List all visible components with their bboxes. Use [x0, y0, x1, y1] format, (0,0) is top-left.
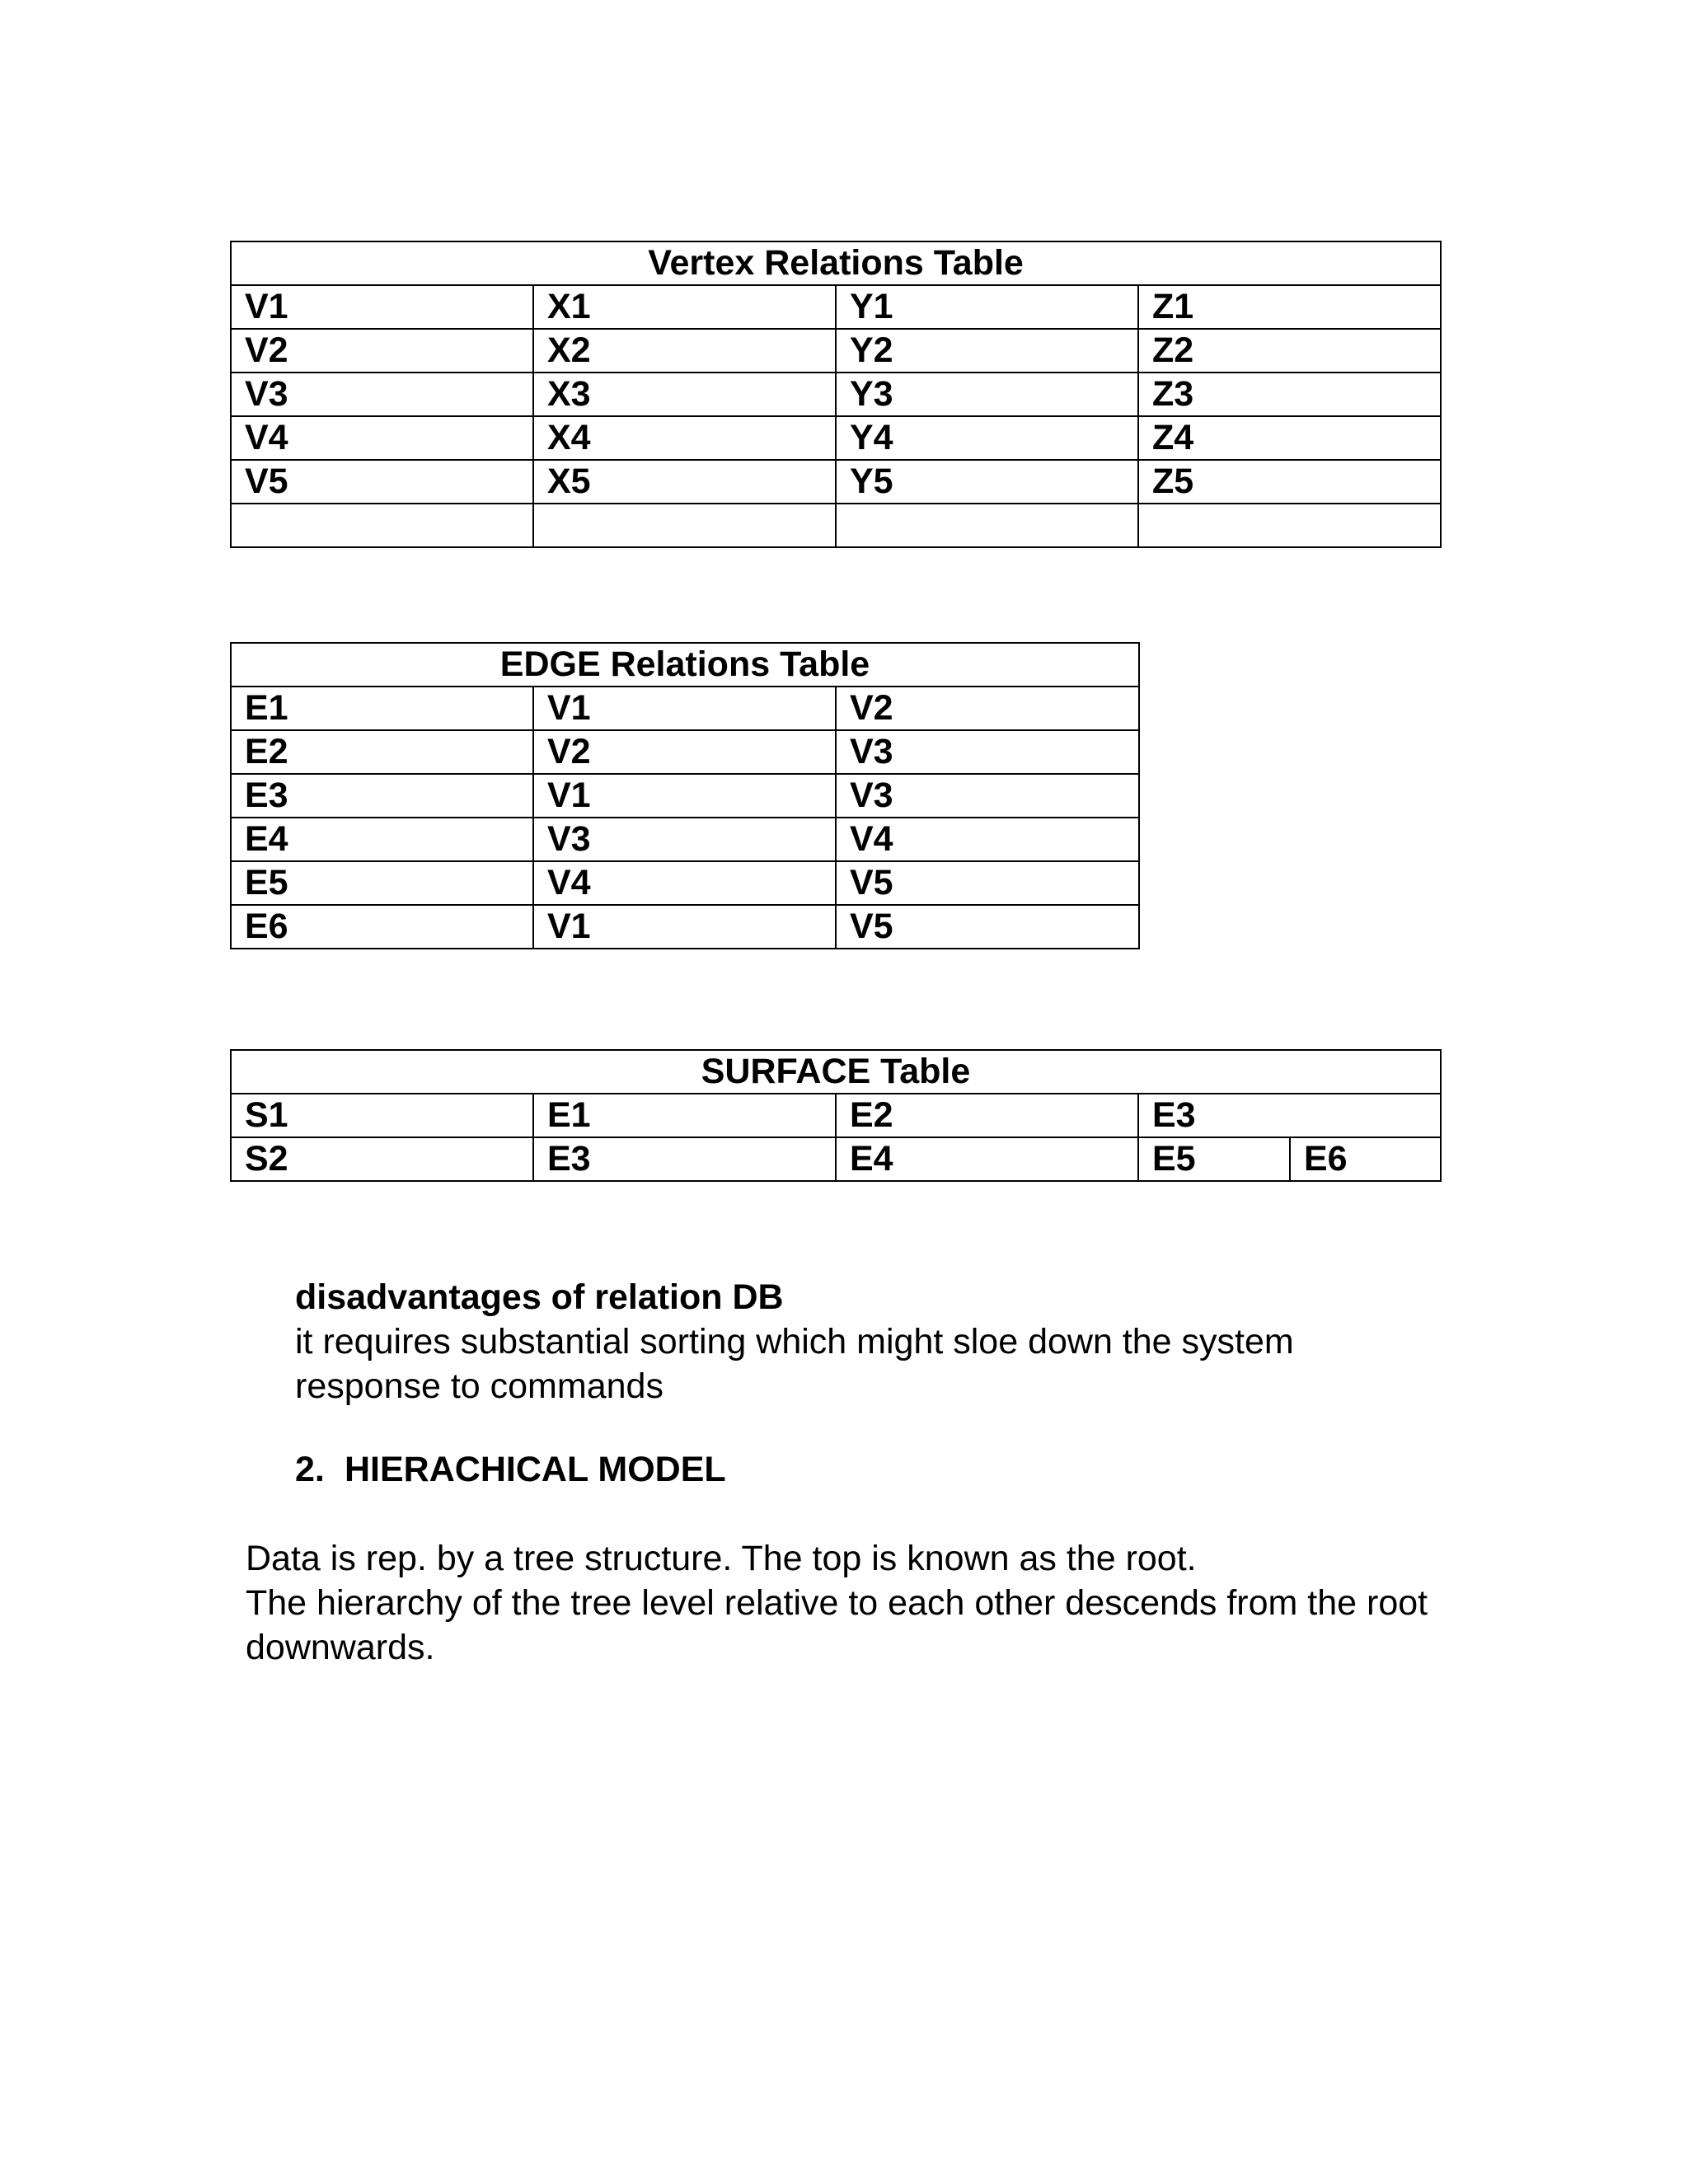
table-row	[231, 285, 1441, 329]
table-cell	[1138, 504, 1441, 547]
table-cell: Y3	[836, 373, 1138, 416]
table-cell: V4	[231, 416, 533, 460]
table-cell	[836, 504, 1138, 547]
table-cell: E2	[231, 730, 533, 774]
table-cell: V1	[533, 905, 836, 949]
table-cell: V5	[836, 905, 1139, 949]
table-cell: Z3	[1138, 373, 1441, 416]
table-cell: E5	[231, 861, 533, 905]
table-title-row	[231, 643, 1139, 687]
table-row	[231, 460, 1441, 504]
table-cell: X3	[533, 373, 836, 416]
edge-relations-table	[230, 642, 1140, 949]
table-cell: X2	[533, 329, 836, 373]
table-cell: E3	[1138, 1094, 1441, 1137]
vertex-relations-table	[230, 241, 1442, 548]
section-title: HIERACHICAL MODEL	[345, 1450, 726, 1489]
table-cell: V4	[836, 818, 1139, 861]
table-cell: E2	[836, 1094, 1138, 1137]
table-cell: E1	[231, 687, 533, 730]
table-row	[231, 687, 1139, 730]
table-cell: E3	[231, 774, 533, 818]
table-row	[231, 905, 1139, 949]
table-cell: V5	[231, 460, 533, 504]
section-number: 2.	[295, 1450, 325, 1489]
table-cell: V3	[533, 818, 836, 861]
table-cell: Y2	[836, 329, 1138, 373]
table-cell	[533, 504, 836, 547]
table-cell: X1	[533, 285, 836, 329]
table-cell: V3	[231, 373, 533, 416]
table-row	[231, 1137, 1441, 1181]
table-cell: E3	[533, 1137, 836, 1181]
table-row	[231, 1094, 1441, 1137]
table-cell: V3	[836, 774, 1139, 818]
table-row	[231, 730, 1139, 774]
table-cell: V1	[533, 687, 836, 730]
table-cell: E6	[1290, 1137, 1441, 1181]
table-cell: Z4	[1138, 416, 1441, 460]
table-cell: V4	[533, 861, 836, 905]
table-cell: V2	[836, 687, 1139, 730]
table-title: Vertex Relations Table	[231, 241, 1441, 285]
disadvantages-heading: disadvantages of relation DB	[295, 1277, 784, 1317]
table-cell: S2	[231, 1137, 533, 1181]
table-cell: E4	[231, 818, 533, 861]
table-cell: Z2	[1138, 329, 1441, 373]
table-cell: E4	[836, 1137, 1138, 1181]
table-row	[231, 504, 1441, 547]
table-title-row	[231, 241, 1441, 285]
table-row	[231, 373, 1441, 416]
paragraph-line: The hierarchy of the tree level relative to each other descends from the root downwards.	[246, 1583, 1428, 1667]
table-row	[231, 774, 1139, 818]
table-cell	[231, 504, 533, 547]
table-row	[231, 818, 1139, 861]
hierarchical-model-paragraph	[246, 1536, 1482, 1670]
table-row	[231, 416, 1441, 460]
table-cell: Y4	[836, 416, 1138, 460]
table-title: SURFACE Table	[231, 1050, 1441, 1094]
disadvantages-body: it requires substantial sorting which might sloe down the system response to commands	[295, 1322, 1294, 1406]
table-cell: V5	[836, 861, 1139, 905]
paragraph-line: Data is rep. by a tree structure. The top is known as the root.	[246, 1539, 1197, 1578]
table-cell: Z1	[1138, 285, 1441, 329]
table-cell: X4	[533, 416, 836, 460]
hierarchical-model-heading	[295, 1447, 726, 1492]
table-cell: V2	[533, 730, 836, 774]
table-cell: V1	[533, 774, 836, 818]
table-cell: E6	[231, 905, 533, 949]
surface-table	[230, 1049, 1442, 1182]
table-row	[231, 329, 1441, 373]
table-title: EDGE Relations Table	[231, 643, 1139, 687]
table-cell: Z5	[1138, 460, 1441, 504]
table-cell: V2	[231, 329, 533, 373]
table-row	[231, 861, 1139, 905]
table-title-row	[231, 1050, 1441, 1094]
table-cell: S1	[231, 1094, 533, 1137]
table-cell: V3	[836, 730, 1139, 774]
table-cell: V1	[231, 285, 533, 329]
table-cell: Y5	[836, 460, 1138, 504]
table-cell: Y1	[836, 285, 1138, 329]
table-cell: E1	[533, 1094, 836, 1137]
table-cell: X5	[533, 460, 836, 504]
table-cell: E5	[1138, 1137, 1290, 1181]
